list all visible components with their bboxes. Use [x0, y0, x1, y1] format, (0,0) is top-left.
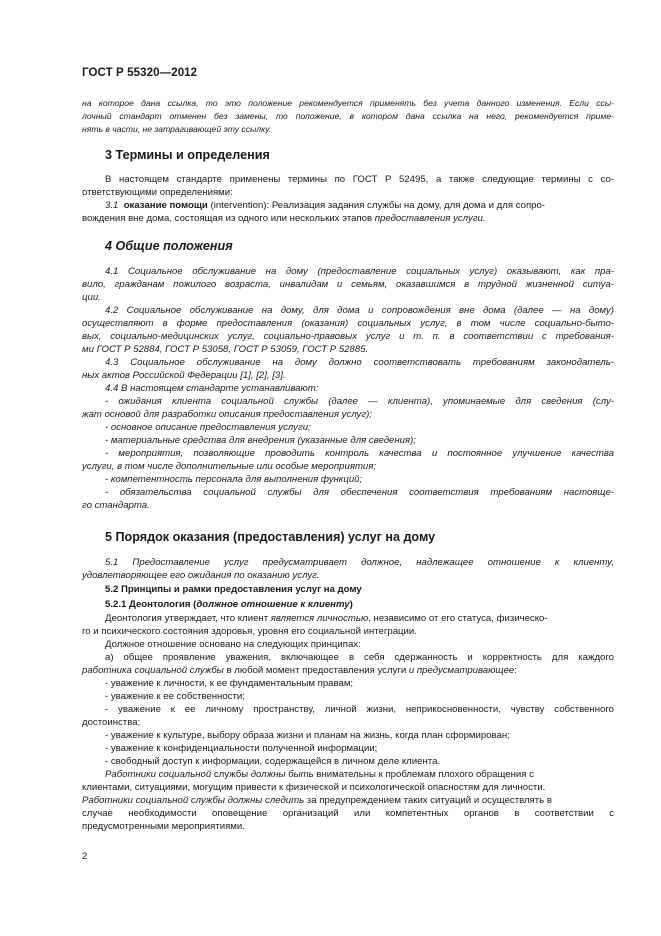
s5-line: удовлетворяющее его ожидания по оказанию услуг. [82, 570, 320, 581]
s3-definition [105, 200, 545, 212]
s4-line: - ожидания клиента социальной службы (далее — клиента), упоминаемые для сведения (слу- [105, 396, 614, 407]
s4-line: - основное описание предоставления услуги; [105, 422, 311, 433]
def-text: (intervention): Реализация задания службы на дому, для дома и для сопро- [207, 200, 546, 211]
s5-line: работника социальной службы в любой момент предоставления услуги и предусматривающее: [82, 665, 517, 676]
s4-line: - компетентность персонала для выполнения функций; [105, 474, 363, 485]
s4-line: 4.4 В настоящем стандарте устанавливают: [105, 383, 319, 394]
page-number: 2 [82, 851, 88, 862]
s5-line: го и психического состояния здоровья, уровня его социальной интеграции. [82, 626, 417, 637]
intro-line: лочный стандарт отменен без замены, то положение, в котором дана ссылка на него, рекомендуется приме- [82, 111, 614, 121]
s5-list-item: - уважение к культуре, выбору образа жизни и планам на жизнь, когда план сформирован; [105, 730, 510, 741]
s5-list-item: - уважение к личности, к ее фундаментальным правам; [105, 678, 354, 689]
s5-line: Работники социальной службы должны быть внимательны к проблемам плохого обращения с [105, 769, 534, 780]
s4-line: 4.3 Социальное обслуживание на дому должно соответствовать требованиям законодатель- [105, 357, 614, 368]
s5-list-item: - свободный доступ к информации, содержащейся в личном деле клиента. [105, 756, 441, 767]
s4-line: - материальные средства для внедрения (указанные для сведения); [105, 435, 416, 446]
s5-line: а) общее проявление уважения, включающее в себя сдержанность и корректность для каждого [105, 652, 614, 663]
s4-line: ции. [82, 292, 101, 303]
s4-line: го стандарта. [82, 500, 150, 511]
s4-line: ми ГОСТ Р 52884, ГОСТ Р 53058, ГОСТ Р 53059, ГОСТ Р 52885. [82, 344, 369, 355]
s5-list-item: достоинства; [82, 717, 141, 728]
subsection-5-2-1-title: 5.2.1 Деонтология (должное отношение к клиенту) [105, 599, 353, 610]
s5-list-item: - уважение к ее собственности; [105, 691, 245, 702]
s3-text: В настоящем стандарте применены термины по ГОСТ Р 52495, а также следующие термины с со- [105, 174, 614, 185]
s5-line: 5.1 Предоставление услуг предусматривает должное, надлежащее отношение к клиенту, [105, 557, 614, 568]
s4-line: осуществляют в форме предоставления (оказания) социальных услуг, в том числе социально-быто- [82, 318, 614, 329]
s4-line: - мероприятия, позволяющие проводить контроль качества и постоянное улучшение качества [105, 448, 614, 459]
s4-line: вило, гражданам пожилого возраста, инвалидам и семьям, оказавшимся в трудной жизненной ситуа- [82, 279, 614, 290]
s5-line: Должное отношение основано на следующих принципах: [105, 639, 361, 650]
s5-list-item: - уважение к конфиденциальности полученной информации; [105, 743, 378, 754]
intro-line: на которое дана ссылка, то это положение рекомендуется применять без учета данного изменения. Если ссы- [82, 98, 614, 108]
intro-line: нять в части, не затрагивающей эту ссылку. [82, 124, 272, 134]
s5-line: предусмотренными мероприятиями. [82, 821, 245, 832]
def-number: 3.1 [105, 200, 119, 211]
s4-line: вых, социально-медицинских услуг, социально-правовых услуг и т. п. в соответствии с требования- [82, 331, 614, 342]
document-header: ГОСТ Р 55320—2012 [82, 67, 198, 79]
s3-definition-cont: вождения вне дома, состоящая из одного или нескольких этапов предоставления услуги. [82, 213, 486, 224]
subsection-5-2-title: 5.2 Принципы и рамки предоставления услуг на дому [105, 584, 362, 595]
s4-line: 4.1 Социальное обслуживание на дому (предоставление социальных услуг) оказывают, как пра- [105, 266, 614, 277]
s4-line: 4.2 Социальное обслуживание на дому, для дома и сопровождения вне дома (далее — на дому) [105, 305, 614, 316]
s4-line: ных актов Российской Федерации [1], [2], [3]. [82, 370, 286, 381]
s5-line: Работники социальной службы должны следить за предупреждением таких ситуаций и осуществлять в [82, 795, 552, 806]
s4-line: услуги, в том числе дополнительные или особые мероприятия; [82, 461, 377, 472]
s5-line: Деонтология утверждает, что клиент является личностью, независимо от его статуса, физическо- [105, 613, 548, 624]
section-5-title: 5 Порядок оказания (предоставления) услуг на дому [105, 530, 436, 544]
s4-line: - обязательства социальной службы для обеспечения соответствия требованиям настояще- [105, 487, 614, 498]
section-4-title: 4 Общие положения [105, 239, 233, 253]
section-3-title: 3 Термины и определения [105, 148, 270, 162]
s4-line: жат основой для разработки описания предоставления услуг); [82, 409, 372, 420]
def-term: оказание помощи [123, 200, 208, 211]
s3-text: ответствующими определениями: [82, 187, 233, 198]
s5-line: клиентами, ситуациями, могущим привести к физической и психологической опасностям для личности. [82, 782, 546, 793]
s5-line: случае необходимости оповещение организаций или компетентных органов в соответствии с [82, 808, 614, 819]
s5-list-item: - уважение к ее личному пространству, личной жизни, неприкосновенности, чувству собственного [105, 704, 614, 715]
